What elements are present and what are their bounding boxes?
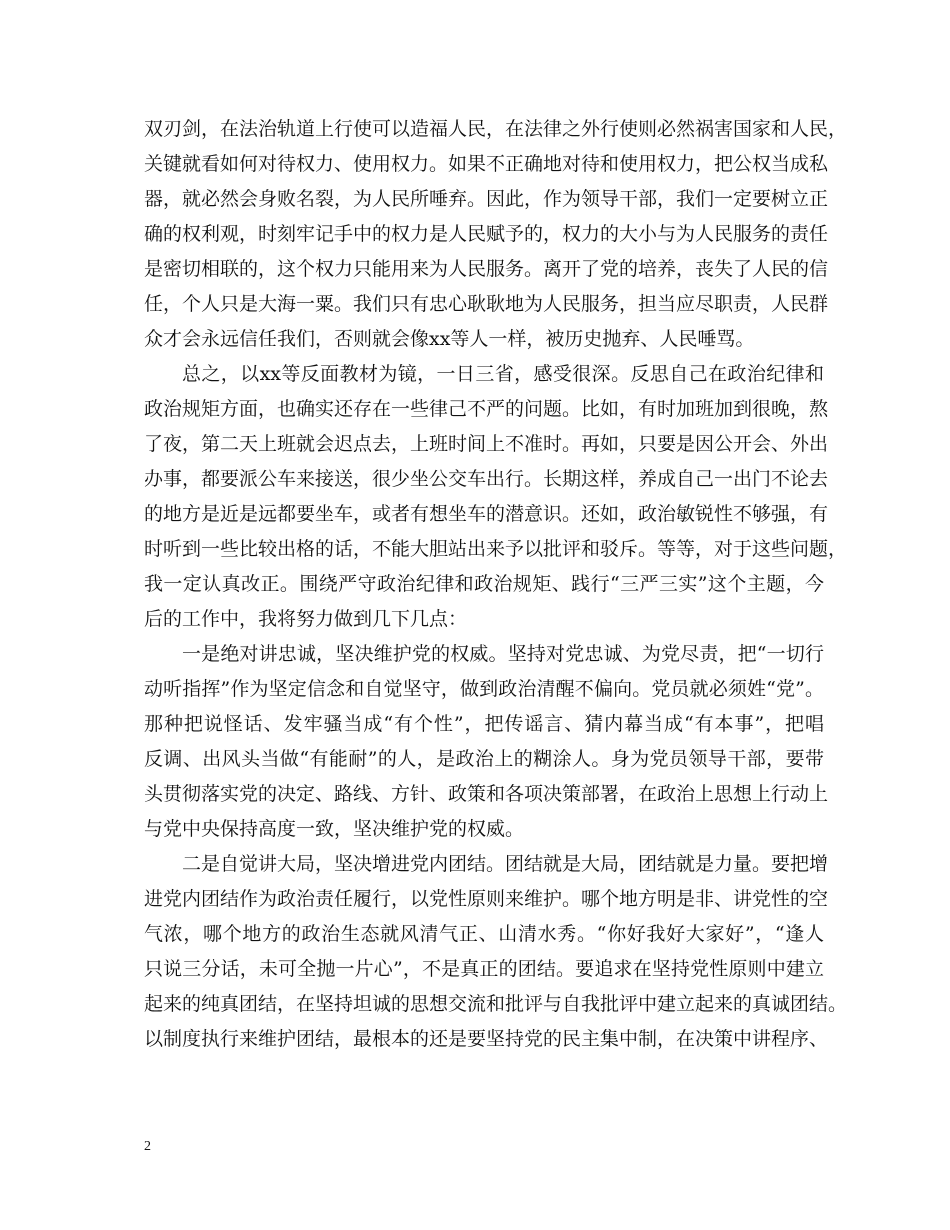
- text-line: 器，就必然会身败名裂，为人民所唾弃。因此，作为领导干部，我们一定要树立正: [144, 188, 829, 210]
- text-line: 办事，都要派公车来接送，很少坐公交车出行。长期这样，养成自己一出门不论去: [144, 468, 829, 490]
- text-line: 政治规矩方面，也确实还存在一些律己不严的问题。比如，有时加班加到很晚，熬: [144, 398, 829, 420]
- paragraph: [144, 637, 829, 847]
- text-line: 动听指挥”作为坚定信念和自觉坚守，做到政治清醒不偏向。党员就必须姓“党”。: [144, 678, 824, 700]
- text-line: 以制度执行来维护团结，最根本的还是要坚持党的民主集中制，在决策中讲程序、: [144, 1028, 829, 1050]
- paragraph: [144, 847, 848, 1057]
- text-line: 起来的纯真团结，在坚持坦诚的思想交流和批评与自我批评中建立起来的真诚团结。: [144, 993, 848, 1015]
- text-line: 那种把说怪话、发牢骚当成“有个性”，把传谣言、猜内幕当成“有本事”，把唱: [144, 713, 824, 735]
- text-line: 总之，以xx等反面教材为镜，一日三省，感受很深。反思自己在政治纪律和: [182, 363, 824, 385]
- paragraph: [144, 357, 848, 637]
- text-line: 只说三分话，未可全抛一片心”，不是真正的团结。要追求在坚持党性原则中建立: [144, 958, 824, 980]
- text-line: 关键就看如何对待权力、使用权力。如果不正确地对待和使用权力，把公权当成私: [144, 153, 829, 175]
- body-text: [144, 112, 848, 1057]
- paragraph: [144, 112, 848, 357]
- text-line: 双刃剑，在法治轨道上行使可以造福人民，在法律之外行使则必然祸害国家和人民，: [144, 118, 848, 140]
- text-line: 任，个人只是大海一粟。我们只有忠心耿耿地为人民服务，担当应尽职责，人民群: [144, 293, 829, 315]
- text-line: 时听到一些比较出格的话，不能大胆站出来予以批评和驳斥。等等，对于这些问题，: [144, 538, 848, 560]
- text-line: 头贯彻落实党的决定、路线、方针、政策和各项决策部署，在政治上思想上行动上: [144, 783, 829, 805]
- text-line: 了夜，第二天上班就会迟点去，上班时间上不准时。再如，只要是因公开会、外出: [144, 433, 829, 455]
- text-line: 气浓，哪个地方的政治生态就风清气正、山清水秀。“你好我好大家好”，“逢人: [144, 923, 824, 945]
- text-line: 反调、出风头当做“有能耐”的人，是政治上的糊涂人。身为党员领导干部，要带: [144, 748, 824, 770]
- text-line: 我一定认真改正。围绕严守政治纪律和政治规矩、践行“三严三实”这个主题，今: [144, 573, 824, 595]
- text-line: 的地方是近是远都要坐车，或者有想坐车的潜意识。还如，政治敏锐性不够强，有: [144, 503, 829, 525]
- text-line: 二是自觉讲大局，坚决增进党内团结。团结就是大局，团结就是力量。要把增: [182, 853, 829, 875]
- text-line: 后的工作中，我将努力做到几下几点：: [144, 608, 468, 630]
- text-line: 一是绝对讲忠诚，坚决维护党的权威。坚持对党忠诚、为党尽责，把“一切行: [182, 643, 824, 665]
- text-line: 众才会永远信任我们，否则就会像xx等人一样，被历史抛弃、人民唾骂。: [144, 328, 755, 350]
- page-number: 2: [144, 1139, 151, 1154]
- text-line: 与党中央保持高度一致，坚决维护党的权威。: [144, 818, 525, 840]
- text-line: 进党内团结作为政治责任履行，以党性原则来维护。哪个地方明是非、讲党性的空: [144, 888, 829, 910]
- text-line: 是密切相联的，这个权力只能用来为人民服务。离开了党的培养，丧失了人民的信: [144, 258, 829, 280]
- text-line: 确的权利观，时刻牢记手中的权力是人民赋予的，权力的大小与为人民服务的责任: [144, 223, 829, 245]
